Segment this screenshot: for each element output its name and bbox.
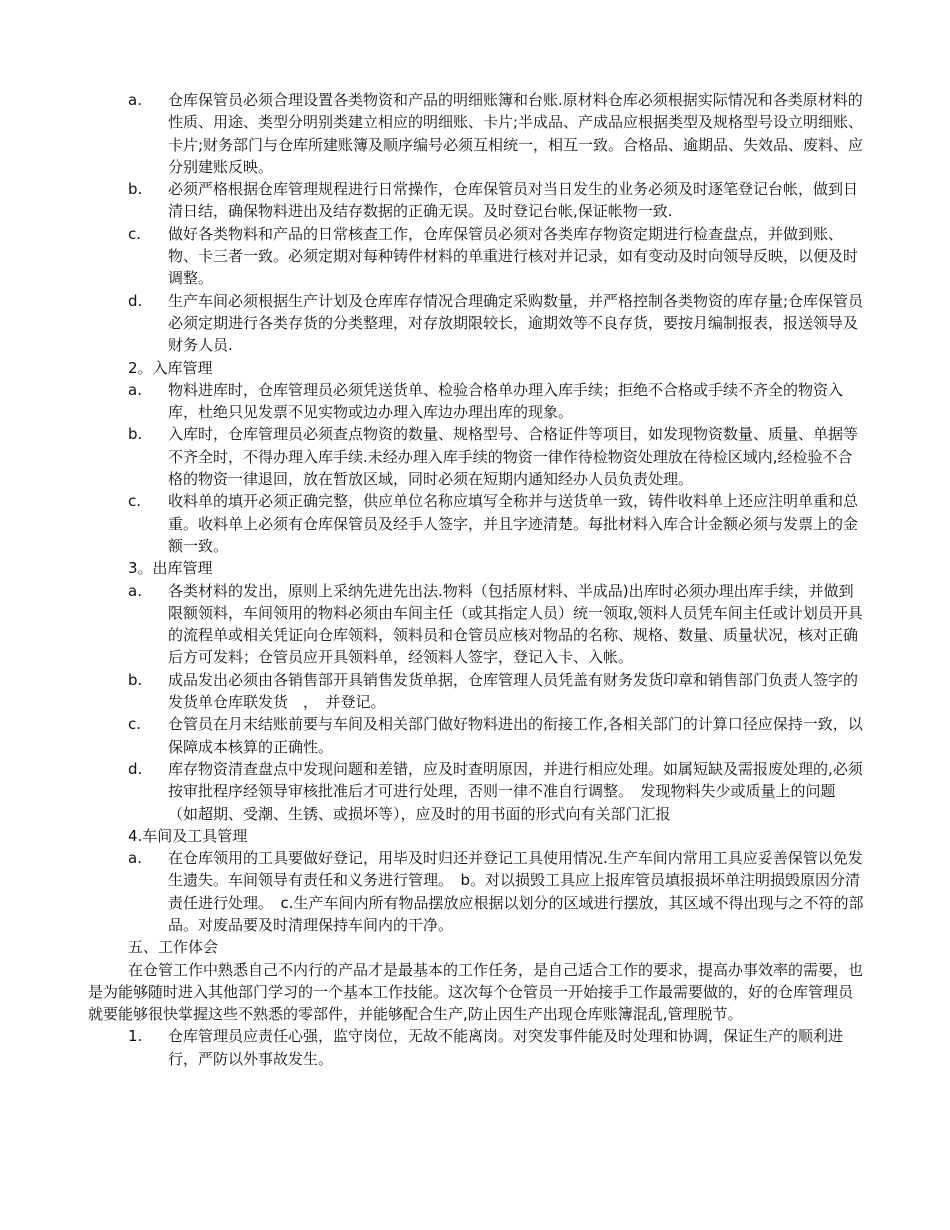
list-item-text: 仓库保管员必须合理设置各类物资和产品的明细账簿和台账.原材料仓库必须根据实际情况和各类原材料的性质、用途、类型分明别类建立相应的明细账、卡片;半成品、产成品应根据类型及规格型号设立明细账、卡片;财务部门与仓库所建账簿及顺序编号必须互相统一，相互一致。合格品、逾期品、失效品、废料、应分别建账反映。 xyxy=(168,91,864,176)
storage-item-b xyxy=(88,178,864,223)
storage-item-a xyxy=(88,89,864,178)
list-marker: b. xyxy=(128,425,143,444)
workshop-item-a xyxy=(88,847,864,936)
inbound-item-c xyxy=(88,490,864,557)
list-marker: c. xyxy=(128,715,142,734)
inbound-item-a xyxy=(88,379,864,424)
outbound-item-d xyxy=(88,758,864,825)
list-marker: 1. xyxy=(128,1027,143,1046)
list-item-text: 入库时，仓库管理员必须查点物资的数量、规格型号、合格证件等项目，如发现物资数量、质量、单据等不齐全时，不得办理入库手续.未经办理入库手续的物资一律作待检物资处理放在待检区域内,经检验不合格的物资一律退回，放在暂放区域，同时必须在短期内通知经办人员负责处理。 xyxy=(168,425,859,489)
list-item-text: 仓库管理员应责任心强，监守岗位，无故不能离岗。对突发事件能及时处理和协调，保证生产的顺利进行，严防以外事故发生。 xyxy=(168,1027,844,1068)
outbound-item-c xyxy=(88,713,864,758)
list-item-text: 成品发出必须由各销售部开具销售发货单据，仓库管理人员凭盖有财务发货印章和销售部门负责人签字的发货单仓库联发货 ， 并登记。 xyxy=(168,670,859,712)
experience-item-1 xyxy=(88,1025,864,1070)
list-item-text: 物料进库时，仓库管理员必须凭送货单、检验合格单办理入库手续；拒绝不合格或手续不齐全的物资入库，杜绝只见发票不见实物或边办理入库边办理出库的现象。 xyxy=(168,380,844,422)
list-marker: d. xyxy=(128,291,143,310)
section-heading-experience: 五、工作体会 xyxy=(128,938,219,957)
experience-paragraph: 在仓管工作中熟悉自己不内行的产品才是最基本的工作任务，是自己适合工作的要求，提高办事效率的需要，也是为能够随时进入其他部门学习的一个基本工作技能。这次每个仓管员一开始接手工作最需要做的，好的仓库管理员就要能够很快掌握这些不熟悉的零部件，并能够配合生产,防止因生产出现仓库账簿混乱,管理脱节。 xyxy=(88,960,864,1024)
list-item-text: 做好各类物料和产品的日常核查工作，仓库保管员必须对各类库存物资定期进行检查盘点，并做到账、物、卡三者一致。必须定期对每种铸件材料的单重进行核对并记录，如有变动及时向领导反映，以便及时调整。 xyxy=(168,224,859,288)
inbound-item-b xyxy=(88,423,864,490)
section-heading-outbound: 3。出库管理 xyxy=(128,559,213,578)
list-marker: a. xyxy=(128,380,142,399)
section-heading-inbound: 2。入库管理 xyxy=(128,358,213,377)
storage-item-d xyxy=(88,290,864,357)
outbound-item-a xyxy=(88,580,864,669)
section-heading-workshop: 4.车间及工具管理 xyxy=(128,826,248,845)
storage-item-c xyxy=(88,223,864,290)
list-item-text: 库存物资清查盘点中发现问题和差错，应及时查明原因，并进行相应处理。如属短缺及需报废处理的,必须按审批程序经领导审核批准后才可进行处理，否则一律不准自行调整。 发现物料失少或质量上的问题（如超期、受潮、生锈、或损坏等），应及时的用书面的形式向有关部门汇报 xyxy=(168,759,863,823)
list-item-text: 收料单的填开必须正确完整，供应单位名称应填写全称并与送货单一致，铸件收料单上还应注明单重和总重。收料单上必须有仓库保管员及经手人签字，并且字迹清楚。每批材料入库合计金额必须与发票上的金额一致。 xyxy=(168,492,859,555)
list-marker: c. xyxy=(128,492,142,511)
list-item-text: 各类材料的发出，原则上采纳先进先出法.物料（包括原材料、半成品)出库时必须办理出库手续，并做到限额领料，车间领用的物料必须由车间主任（或其指定人员）统一领取,领料人员凭车间主任或计划员开具的流程单或相关凭证向仓库领料，领料员和仓管员应核对物品的名称、规格、数量、质量状况，核对正确后方可发料；仓管员应开具领料单，经领料人签字，登记入卡、入帐。 xyxy=(168,581,863,667)
list-marker: a. xyxy=(128,91,142,109)
list-marker: b. xyxy=(128,180,143,199)
outbound-item-b xyxy=(88,669,864,714)
list-marker: a. xyxy=(128,581,142,600)
list-item-text: 生产车间必须根据生产计划及仓库库存情况合理确定采购数量，并严格控制各类物资的库存量;仓库保管员必须定期进行各类存货的分类整理，对存放期限较长，逾期效等不良存货，要按月编制报表，报送领导及财务人员. xyxy=(168,291,864,355)
list-item-text: 在仓库领用的工具要做好登记，用毕及时归还并登记工具使用情况.生产车间内常用工具应妥善保管以免发生遗失。车间领导有责任和义务进行管理。 b。对以损毁工具应上报库管员填报损坏单注明损毁原因分清责任进行处理。 c.生产车间内所有物品摆放应根据以划分的区域进行摆放，其区域不得出现与之不符的部品。对废品要及时清理保持车间内的干净。 xyxy=(168,849,864,934)
list-item-text: 必须严格根据仓库管理规程进行日常操作，仓库保管员对当日发生的业务必须及时逐笔登记台帐，做到日清日结，确保物料进出及结存数据的正确无误。及时登记台帐,保证帐物一致. xyxy=(168,180,859,221)
list-marker: a. xyxy=(128,849,142,868)
list-marker: c. xyxy=(128,224,142,243)
list-marker: b. xyxy=(128,670,143,689)
list-item-text: 仓管员在月末结账前要与车间及相关部门做好物料进出的衔接工作,各相关部门的计算口径应保持一致，以保障成本核算的正确性。 xyxy=(168,715,863,756)
document-body xyxy=(88,89,864,1070)
list-marker: d. xyxy=(128,759,143,778)
